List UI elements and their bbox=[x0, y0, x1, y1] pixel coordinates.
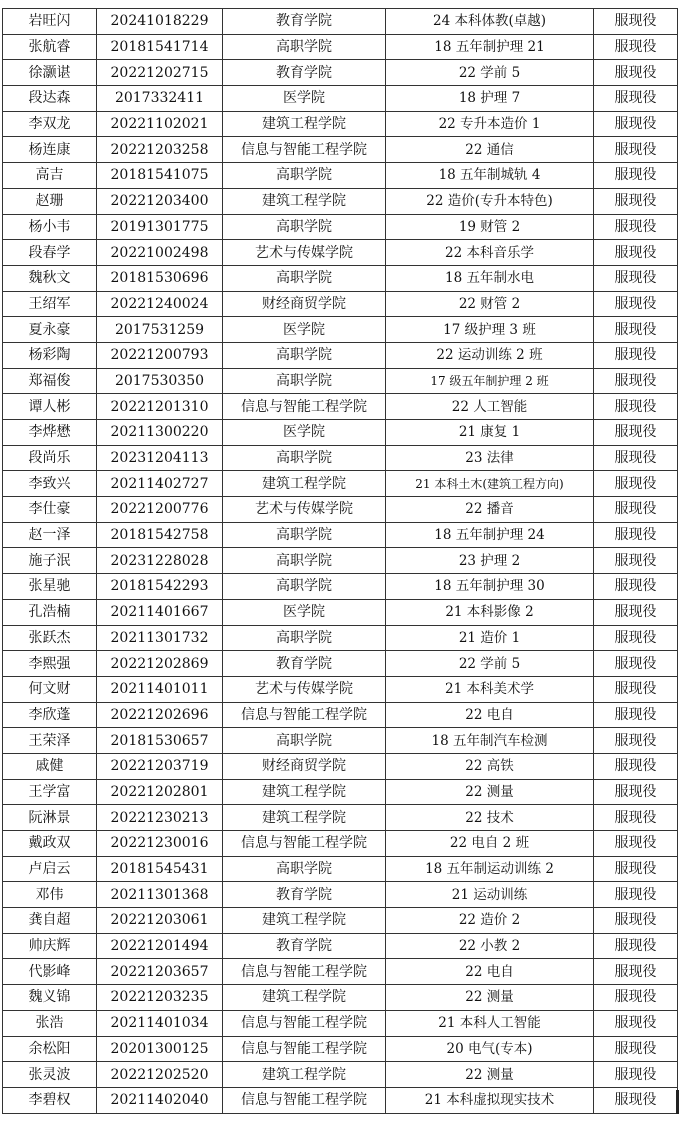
status-cell: 服现役 bbox=[594, 394, 678, 420]
student-id-cell: 20221240024 bbox=[97, 291, 223, 317]
college-name-cell: 信息与智能工程学院 bbox=[223, 394, 386, 420]
student-name-cell: 余松阳 bbox=[3, 1036, 97, 1062]
table-row bbox=[3, 805, 678, 831]
status-cell: 服现役 bbox=[594, 959, 678, 985]
college-name-cell: 高职学院 bbox=[223, 548, 386, 574]
table-row bbox=[3, 831, 678, 857]
college-name-cell: 建筑工程学院 bbox=[223, 908, 386, 934]
status-cell: 服现役 bbox=[594, 214, 678, 240]
student-id-cell: 20211401667 bbox=[97, 599, 223, 625]
student-name-cell: 李烨懋 bbox=[3, 420, 97, 446]
student-id-cell: 20221202520 bbox=[97, 1062, 223, 1088]
student-id-cell: 20221200776 bbox=[97, 497, 223, 523]
status-cell: 服现役 bbox=[594, 291, 678, 317]
college-name-cell: 高职学院 bbox=[223, 574, 386, 600]
student-id-cell: 20231204113 bbox=[97, 445, 223, 471]
student-id-cell: 20221203061 bbox=[97, 908, 223, 934]
class-name-cell: 22 电自 bbox=[386, 702, 594, 728]
table-row bbox=[3, 368, 678, 394]
class-name-cell: 22 测量 bbox=[386, 1062, 594, 1088]
class-name-cell: 18 五年制护理 30 bbox=[386, 574, 594, 600]
college-name-cell: 高职学院 bbox=[223, 856, 386, 882]
status-cell: 服现役 bbox=[594, 625, 678, 651]
college-name-cell: 建筑工程学院 bbox=[223, 805, 386, 831]
student-id-cell: 20201300125 bbox=[97, 1036, 223, 1062]
status-cell: 服现役 bbox=[594, 317, 678, 343]
student-id-cell: 20181542758 bbox=[97, 522, 223, 548]
student-id-cell: 20221002498 bbox=[97, 240, 223, 266]
student-id-cell: 20231228028 bbox=[97, 548, 223, 574]
college-name-cell: 医学院 bbox=[223, 86, 386, 112]
college-name-cell: 建筑工程学院 bbox=[223, 1062, 386, 1088]
student-id-cell: 20181545431 bbox=[97, 856, 223, 882]
student-id-cell: 20181541714 bbox=[97, 34, 223, 60]
student-name-cell: 王绍军 bbox=[3, 291, 97, 317]
student-id-cell: 20211402727 bbox=[97, 471, 223, 497]
status-cell: 服现役 bbox=[594, 342, 678, 368]
table-row bbox=[3, 86, 678, 112]
college-name-cell: 艺术与传媒学院 bbox=[223, 497, 386, 523]
student-name-cell: 谭人彬 bbox=[3, 394, 97, 420]
status-cell: 服现役 bbox=[594, 9, 678, 35]
status-cell: 服现役 bbox=[594, 1062, 678, 1088]
class-name-cell: 22 学前 5 bbox=[386, 651, 594, 677]
student-name-cell: 李致兴 bbox=[3, 471, 97, 497]
status-cell: 服现役 bbox=[594, 60, 678, 86]
student-name-cell: 段达森 bbox=[3, 86, 97, 112]
college-name-cell: 信息与智能工程学院 bbox=[223, 1087, 386, 1113]
student-id-cell: 20211301368 bbox=[97, 882, 223, 908]
college-name-cell: 建筑工程学院 bbox=[223, 985, 386, 1011]
student-id-cell: 20221202801 bbox=[97, 779, 223, 805]
student-name-cell: 魏秋文 bbox=[3, 265, 97, 291]
student-id-cell: 20221201310 bbox=[97, 394, 223, 420]
student-name-cell: 夏永豪 bbox=[3, 317, 97, 343]
college-name-cell: 信息与智能工程学院 bbox=[223, 959, 386, 985]
class-name-cell: 19 财管 2 bbox=[386, 214, 594, 240]
college-name-cell: 高职学院 bbox=[223, 163, 386, 189]
class-name-cell: 22 学前 5 bbox=[386, 60, 594, 86]
table-row bbox=[3, 394, 678, 420]
class-name-cell: 21 康复 1 bbox=[386, 420, 594, 446]
student-id-cell: 20241018229 bbox=[97, 9, 223, 35]
class-name-cell: 21 本科影像 2 bbox=[386, 599, 594, 625]
status-cell: 服现役 bbox=[594, 265, 678, 291]
college-name-cell: 财经商贸学院 bbox=[223, 753, 386, 779]
table-row bbox=[3, 1062, 678, 1088]
college-name-cell: 高职学院 bbox=[223, 728, 386, 754]
college-name-cell: 艺术与传媒学院 bbox=[223, 676, 386, 702]
student-id-cell: 20221202869 bbox=[97, 651, 223, 677]
student-name-cell: 张航睿 bbox=[3, 34, 97, 60]
student-name-cell: 戚健 bbox=[3, 753, 97, 779]
college-name-cell: 教育学院 bbox=[223, 933, 386, 959]
college-name-cell: 建筑工程学院 bbox=[223, 779, 386, 805]
college-name-cell: 医学院 bbox=[223, 599, 386, 625]
student-id-cell: 20211401034 bbox=[97, 1010, 223, 1036]
status-cell: 服现役 bbox=[594, 779, 678, 805]
student-id-cell: 20221203400 bbox=[97, 188, 223, 214]
status-cell: 服现役 bbox=[594, 1036, 678, 1062]
college-name-cell: 财经商贸学院 bbox=[223, 291, 386, 317]
student-id-cell: 20191301775 bbox=[97, 214, 223, 240]
student-id-cell: 20181541075 bbox=[97, 163, 223, 189]
table-row bbox=[3, 548, 678, 574]
student-id-cell: 20221202715 bbox=[97, 60, 223, 86]
college-name-cell: 信息与智能工程学院 bbox=[223, 702, 386, 728]
student-name-cell: 阮淋景 bbox=[3, 805, 97, 831]
status-cell: 服现役 bbox=[594, 805, 678, 831]
student-name-cell: 张浩 bbox=[3, 1010, 97, 1036]
status-cell: 服现役 bbox=[594, 753, 678, 779]
status-cell: 服现役 bbox=[594, 368, 678, 394]
table-row bbox=[3, 959, 678, 985]
status-cell: 服现役 bbox=[594, 728, 678, 754]
class-name-cell: 17 级护理 3 班 bbox=[386, 317, 594, 343]
table-row bbox=[3, 728, 678, 754]
table-row bbox=[3, 908, 678, 934]
student-name-cell: 张跃杰 bbox=[3, 625, 97, 651]
student-id-cell: 20221102021 bbox=[97, 111, 223, 137]
table-row bbox=[3, 599, 678, 625]
status-cell: 服现役 bbox=[594, 856, 678, 882]
table-row bbox=[3, 856, 678, 882]
student-name-cell: 张灵波 bbox=[3, 1062, 97, 1088]
table-row bbox=[3, 702, 678, 728]
student-name-cell: 李碧权 bbox=[3, 1087, 97, 1113]
table-row bbox=[3, 420, 678, 446]
status-cell: 服现役 bbox=[594, 1010, 678, 1036]
class-name-cell: 22 播音 bbox=[386, 497, 594, 523]
table-row bbox=[3, 779, 678, 805]
student-name-cell: 王荣泽 bbox=[3, 728, 97, 754]
class-name-cell: 20 电气(专本) bbox=[386, 1036, 594, 1062]
student-id-cell: 20211401011 bbox=[97, 676, 223, 702]
table-row bbox=[3, 522, 678, 548]
table-row bbox=[3, 291, 678, 317]
class-name-cell: 23 护理 2 bbox=[386, 548, 594, 574]
student-id-cell: 20221200793 bbox=[97, 342, 223, 368]
status-cell: 服现役 bbox=[594, 676, 678, 702]
table-row bbox=[3, 240, 678, 266]
college-name-cell: 教育学院 bbox=[223, 9, 386, 35]
student-name-cell: 段尚乐 bbox=[3, 445, 97, 471]
class-name-cell: 21 本科人工智能 bbox=[386, 1010, 594, 1036]
student-name-cell: 邓伟 bbox=[3, 882, 97, 908]
class-name-cell: 24 本科体教(卓越) bbox=[386, 9, 594, 35]
class-name-cell: 18 五年制运动训练 2 bbox=[386, 856, 594, 882]
student-id-cell: 20221203258 bbox=[97, 137, 223, 163]
student-id-cell: 20221203235 bbox=[97, 985, 223, 1011]
student-id-cell: 2017530350 bbox=[97, 368, 223, 394]
student-id-cell: 20221230016 bbox=[97, 831, 223, 857]
student-name-cell: 高吉 bbox=[3, 163, 97, 189]
table-row bbox=[3, 651, 678, 677]
class-name-cell: 22 通信 bbox=[386, 137, 594, 163]
student-name-cell: 李双龙 bbox=[3, 111, 97, 137]
student-name-cell: 赵珊 bbox=[3, 188, 97, 214]
college-name-cell: 高职学院 bbox=[223, 368, 386, 394]
class-name-cell: 18 五年制护理 24 bbox=[386, 522, 594, 548]
table-row bbox=[3, 214, 678, 240]
table-row bbox=[3, 188, 678, 214]
student-name-cell: 李熙强 bbox=[3, 651, 97, 677]
college-name-cell: 高职学院 bbox=[223, 522, 386, 548]
student-name-cell: 徐灏谌 bbox=[3, 60, 97, 86]
status-cell: 服现役 bbox=[594, 188, 678, 214]
class-name-cell: 23 法律 bbox=[386, 445, 594, 471]
student-id-cell: 20221203719 bbox=[97, 753, 223, 779]
student-name-cell: 杨彩陶 bbox=[3, 342, 97, 368]
student-name-cell: 岩旺闪 bbox=[3, 9, 97, 35]
status-cell: 服现役 bbox=[594, 651, 678, 677]
class-name-cell: 22 测量 bbox=[386, 985, 594, 1011]
status-cell: 服现役 bbox=[594, 137, 678, 163]
status-cell: 服现役 bbox=[594, 522, 678, 548]
table-row bbox=[3, 342, 678, 368]
class-name-cell: 22 造价 2 bbox=[386, 908, 594, 934]
table-row bbox=[3, 574, 678, 600]
status-cell: 服现役 bbox=[594, 445, 678, 471]
class-name-cell: 21 本科虚拟现实技术 bbox=[386, 1087, 594, 1113]
college-name-cell: 建筑工程学院 bbox=[223, 471, 386, 497]
class-name-cell: 21 本科土木(建筑工程方向) bbox=[386, 471, 594, 497]
college-name-cell: 教育学院 bbox=[223, 60, 386, 86]
table-row bbox=[3, 317, 678, 343]
college-name-cell: 教育学院 bbox=[223, 882, 386, 908]
class-name-cell: 18 五年制水电 bbox=[386, 265, 594, 291]
table-row bbox=[3, 445, 678, 471]
table-row bbox=[3, 1087, 678, 1113]
student-name-cell: 代影峰 bbox=[3, 959, 97, 985]
status-cell: 服现役 bbox=[594, 240, 678, 266]
class-name-cell: 22 电自 bbox=[386, 959, 594, 985]
status-cell: 服现役 bbox=[594, 471, 678, 497]
class-name-cell: 18 五年制汽车检测 bbox=[386, 728, 594, 754]
student-id-cell: 20181542293 bbox=[97, 574, 223, 600]
class-name-cell: 22 本科音乐学 bbox=[386, 240, 594, 266]
student-name-cell: 戴政双 bbox=[3, 831, 97, 857]
class-name-cell: 22 测量 bbox=[386, 779, 594, 805]
college-name-cell: 高职学院 bbox=[223, 214, 386, 240]
class-name-cell: 22 小教 2 bbox=[386, 933, 594, 959]
table-row bbox=[3, 985, 678, 1011]
class-name-cell: 22 电自 2 班 bbox=[386, 831, 594, 857]
student-name-cell: 李欣蓬 bbox=[3, 702, 97, 728]
student-id-cell: 2017332411 bbox=[97, 86, 223, 112]
student-name-cell: 施子泯 bbox=[3, 548, 97, 574]
status-cell: 服现役 bbox=[594, 702, 678, 728]
college-name-cell: 建筑工程学院 bbox=[223, 111, 386, 137]
student-name-cell: 龚自超 bbox=[3, 908, 97, 934]
status-cell: 服现役 bbox=[594, 111, 678, 137]
student-name-cell: 张星驰 bbox=[3, 574, 97, 600]
student-id-cell: 20221201494 bbox=[97, 933, 223, 959]
edge-marker bbox=[676, 1090, 679, 1114]
table-row bbox=[3, 111, 678, 137]
roster-table-body bbox=[3, 9, 678, 1114]
college-name-cell: 高职学院 bbox=[223, 342, 386, 368]
table-row bbox=[3, 1036, 678, 1062]
student-name-cell: 段春学 bbox=[3, 240, 97, 266]
table-row bbox=[3, 163, 678, 189]
college-name-cell: 高职学院 bbox=[223, 625, 386, 651]
table-row bbox=[3, 497, 678, 523]
class-name-cell: 22 高铁 bbox=[386, 753, 594, 779]
student-name-cell: 赵一泽 bbox=[3, 522, 97, 548]
class-name-cell: 21 运动训练 bbox=[386, 882, 594, 908]
student-id-cell: 20211301732 bbox=[97, 625, 223, 651]
student-id-cell: 20211300220 bbox=[97, 420, 223, 446]
table-row bbox=[3, 882, 678, 908]
status-cell: 服现役 bbox=[594, 86, 678, 112]
student-name-cell: 帅庆辉 bbox=[3, 933, 97, 959]
class-name-cell: 21 本科美术学 bbox=[386, 676, 594, 702]
college-name-cell: 医学院 bbox=[223, 420, 386, 446]
table-row bbox=[3, 9, 678, 35]
status-cell: 服现役 bbox=[594, 831, 678, 857]
table-row bbox=[3, 265, 678, 291]
status-cell: 服现役 bbox=[594, 933, 678, 959]
college-name-cell: 信息与智能工程学院 bbox=[223, 1036, 386, 1062]
status-cell: 服现役 bbox=[594, 420, 678, 446]
table-row bbox=[3, 34, 678, 60]
class-name-cell: 18 五年制城轨 4 bbox=[386, 163, 594, 189]
student-name-cell: 卢启云 bbox=[3, 856, 97, 882]
table-row bbox=[3, 753, 678, 779]
college-name-cell: 高职学院 bbox=[223, 265, 386, 291]
class-name-cell: 22 运动训练 2 班 bbox=[386, 342, 594, 368]
status-cell: 服现役 bbox=[594, 497, 678, 523]
student-id-cell: 2017531259 bbox=[97, 317, 223, 343]
status-cell: 服现役 bbox=[594, 548, 678, 574]
status-cell: 服现役 bbox=[594, 34, 678, 60]
table-row bbox=[3, 676, 678, 702]
college-name-cell: 建筑工程学院 bbox=[223, 188, 386, 214]
student-id-cell: 20221202696 bbox=[97, 702, 223, 728]
student-id-cell: 20221203657 bbox=[97, 959, 223, 985]
status-cell: 服现役 bbox=[594, 163, 678, 189]
class-name-cell: 18 五年制护理 21 bbox=[386, 34, 594, 60]
table-row bbox=[3, 471, 678, 497]
class-name-cell: 22 财管 2 bbox=[386, 291, 594, 317]
table-row bbox=[3, 1010, 678, 1036]
student-id-cell: 20211402040 bbox=[97, 1087, 223, 1113]
status-cell: 服现役 bbox=[594, 574, 678, 600]
student-id-cell: 20181530657 bbox=[97, 728, 223, 754]
status-cell: 服现役 bbox=[594, 882, 678, 908]
table-row bbox=[3, 625, 678, 651]
table-row bbox=[3, 933, 678, 959]
college-name-cell: 高职学院 bbox=[223, 34, 386, 60]
student-name-cell: 王学富 bbox=[3, 779, 97, 805]
student-name-cell: 何文财 bbox=[3, 676, 97, 702]
status-cell: 服现役 bbox=[594, 908, 678, 934]
class-name-cell: 18 护理 7 bbox=[386, 86, 594, 112]
college-name-cell: 信息与智能工程学院 bbox=[223, 1010, 386, 1036]
student-name-cell: 魏义锦 bbox=[3, 985, 97, 1011]
college-name-cell: 信息与智能工程学院 bbox=[223, 831, 386, 857]
table-row bbox=[3, 137, 678, 163]
table-row bbox=[3, 60, 678, 86]
college-name-cell: 信息与智能工程学院 bbox=[223, 137, 386, 163]
class-name-cell: 22 人工智能 bbox=[386, 394, 594, 420]
college-name-cell: 医学院 bbox=[223, 317, 386, 343]
student-id-cell: 20221230213 bbox=[97, 805, 223, 831]
class-name-cell: 22 技术 bbox=[386, 805, 594, 831]
class-name-cell: 22 造价(专升本特色) bbox=[386, 188, 594, 214]
status-cell: 服现役 bbox=[594, 985, 678, 1011]
roster-table bbox=[2, 8, 678, 1114]
student-id-cell: 20181530696 bbox=[97, 265, 223, 291]
class-name-cell: 21 造价 1 bbox=[386, 625, 594, 651]
status-cell: 服现役 bbox=[594, 1087, 678, 1113]
college-name-cell: 高职学院 bbox=[223, 445, 386, 471]
college-name-cell: 艺术与传媒学院 bbox=[223, 240, 386, 266]
college-name-cell: 教育学院 bbox=[223, 651, 386, 677]
student-name-cell: 李仕豪 bbox=[3, 497, 97, 523]
class-name-cell: 17 级五年制护理 2 班 bbox=[386, 368, 594, 394]
student-name-cell: 杨小韦 bbox=[3, 214, 97, 240]
class-name-cell: 22 专升本造价 1 bbox=[386, 111, 594, 137]
status-cell: 服现役 bbox=[594, 599, 678, 625]
student-name-cell: 孔浩楠 bbox=[3, 599, 97, 625]
student-name-cell: 郑福俊 bbox=[3, 368, 97, 394]
student-name-cell: 杨连康 bbox=[3, 137, 97, 163]
